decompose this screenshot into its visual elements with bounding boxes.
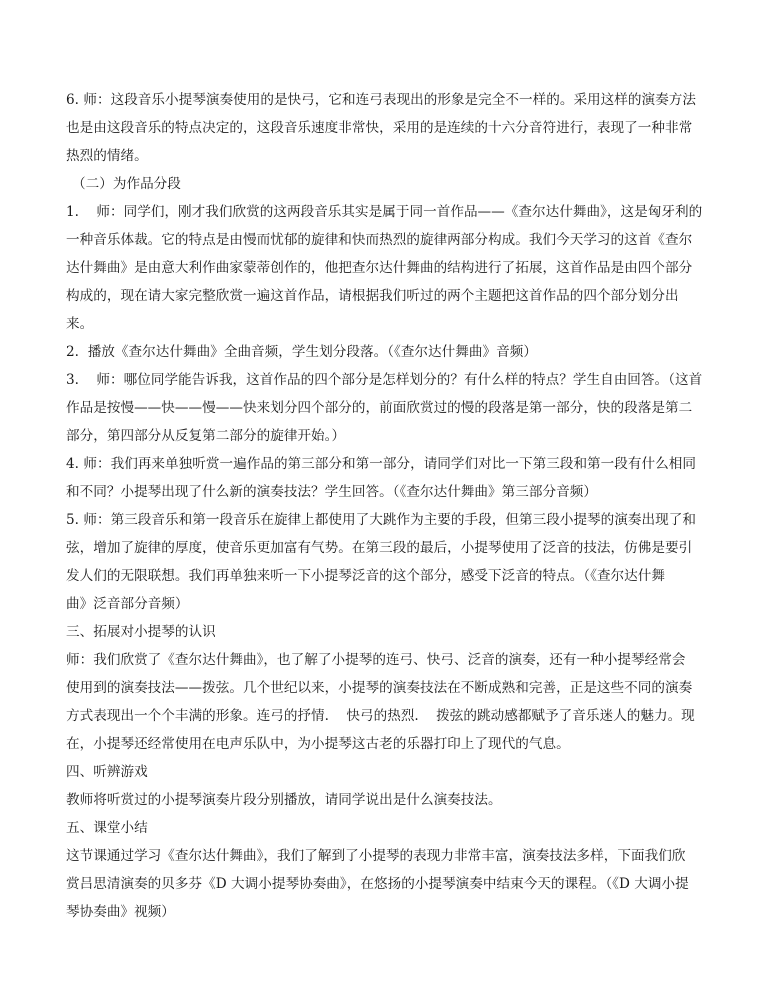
text-line: 1. 师：同学们，刚才我们欣赏的这两段音乐其实是属于同一首作品——《查尔达什舞曲》，这是匈牙利的 bbox=[66, 204, 703, 220]
text-line: 使用到的演奏技法——拨弦。几个世纪以来，小提琴的演奏技法在不断成熟和完善，正是这些不同的演奏 bbox=[66, 680, 693, 696]
text-line: 教师将听赏过的小提琴演奏片段分别播放，请同学说出是什么演奏技法。 bbox=[66, 792, 502, 808]
text-line: 部分，第四部分从反复第二部分的旋律开始。） bbox=[66, 428, 346, 444]
text-line: 也是由这段音乐的特点决定的，这段音乐速度非常快，采用的是连续的十六分音符进行，表现了一种非常 bbox=[66, 120, 693, 136]
text-line: 构成的，现在请大家完整欣赏一遍这首作品，请根据我们听过的两个主题把这首作品的四个部分划分出 bbox=[66, 288, 679, 304]
text-line: 和不同？小提琴出现了什么新的演奏技法？学生回答。（《查尔达什舞曲》第三部分音频） bbox=[66, 484, 597, 500]
text-line: 发人们的无限联想。我们再单独来听一下小提琴泛音的这个部分，感受下泛音的特点。（《查尔达什舞 bbox=[66, 568, 666, 584]
section-heading: （二）为作品分段 bbox=[72, 176, 181, 192]
text-line: 2. 播放《查尔达什舞曲》全曲音频，学生划分段落。（《查尔达什舞曲》音频） bbox=[66, 344, 537, 360]
text-line: 赏吕思清演奏的贝多芬《D 大调小提琴协奏曲》，在悠扬的小提琴演奏中结束今天的课程。（《D 大调小提 bbox=[66, 876, 689, 892]
text-line: 师：我们欣赏了《查尔达什舞曲》，也了解了小提琴的连弓、快弓、泛音的演奏，还有一种小提琴经常会 bbox=[66, 652, 686, 668]
text-line: 达什舞曲》是由意大利作曲家蒙蒂创作的，他把查尔达什舞曲的结构进行了拓展，这首作品是由四个部分 bbox=[66, 260, 693, 276]
text-line: 5. 师：第三段音乐和第一段音乐在旋律上都使用了大跳作为主要的手段，但第三段小提琴的演奏出现了和 bbox=[66, 512, 696, 528]
text-line: 弦，增加了旋律的厚度，使音乐更加富有气势。在第三段的最后，小提琴使用了泛音的技法，仿佛是要引 bbox=[66, 540, 693, 556]
text-line: 4. 师：我们再来单独听赏一遍作品的第三部分和第一部分，请同学们对比一下第三段和第一段有什么相同 bbox=[66, 456, 696, 472]
text-line: 这节课通过学习《查尔达什舞曲》，我们了解到了小提琴的表现力非常丰富，演奏技法多样，下面我们欣 bbox=[66, 848, 686, 864]
text-line: 方式表现出一个个丰满的形象。连弓的抒情. 快弓的热烈. 拨弦的跳动感都赋予了音乐迷人的魅力。现 bbox=[66, 708, 695, 724]
section-heading: 四、听辨游戏 bbox=[66, 764, 148, 780]
text-line: 来。 bbox=[66, 316, 94, 332]
text-line: 热烈的情绪。 bbox=[66, 148, 148, 164]
text-line: 3. 师：哪位同学能告诉我，这首作品的四个部分是怎样划分的？有什么样的特点？学生自由回答。（这首 bbox=[66, 372, 703, 388]
section-heading: 三、拓展对小提琴的认识 bbox=[66, 624, 216, 640]
text-line: 琴协奏曲》视频） bbox=[66, 904, 175, 920]
text-line: 一种音乐体裁。它的特点是由慢而忧郁的旋律和快而热烈的旋律两部分构成。我们今天学习的这首《查尔 bbox=[66, 232, 693, 248]
text-line: 曲》泛音部分音频） bbox=[66, 596, 189, 612]
text-line: 6. 师：这段音乐小提琴演奏使用的是快弓，它和连弓表现出的形象是完全不一样的。采用这样的演奏方法 bbox=[66, 92, 696, 108]
text-line: 作品是按慢——快——慢——快来划分四个部分的，前面欣赏过的慢的段落是第一部分，快的段落是第二 bbox=[66, 400, 693, 416]
section-heading: 五、课堂小结 bbox=[66, 820, 148, 836]
text-line: 在，小提琴还经常使用在电声乐队中，为小提琴这古老的乐器打印上了现代的气息。 bbox=[66, 736, 570, 752]
